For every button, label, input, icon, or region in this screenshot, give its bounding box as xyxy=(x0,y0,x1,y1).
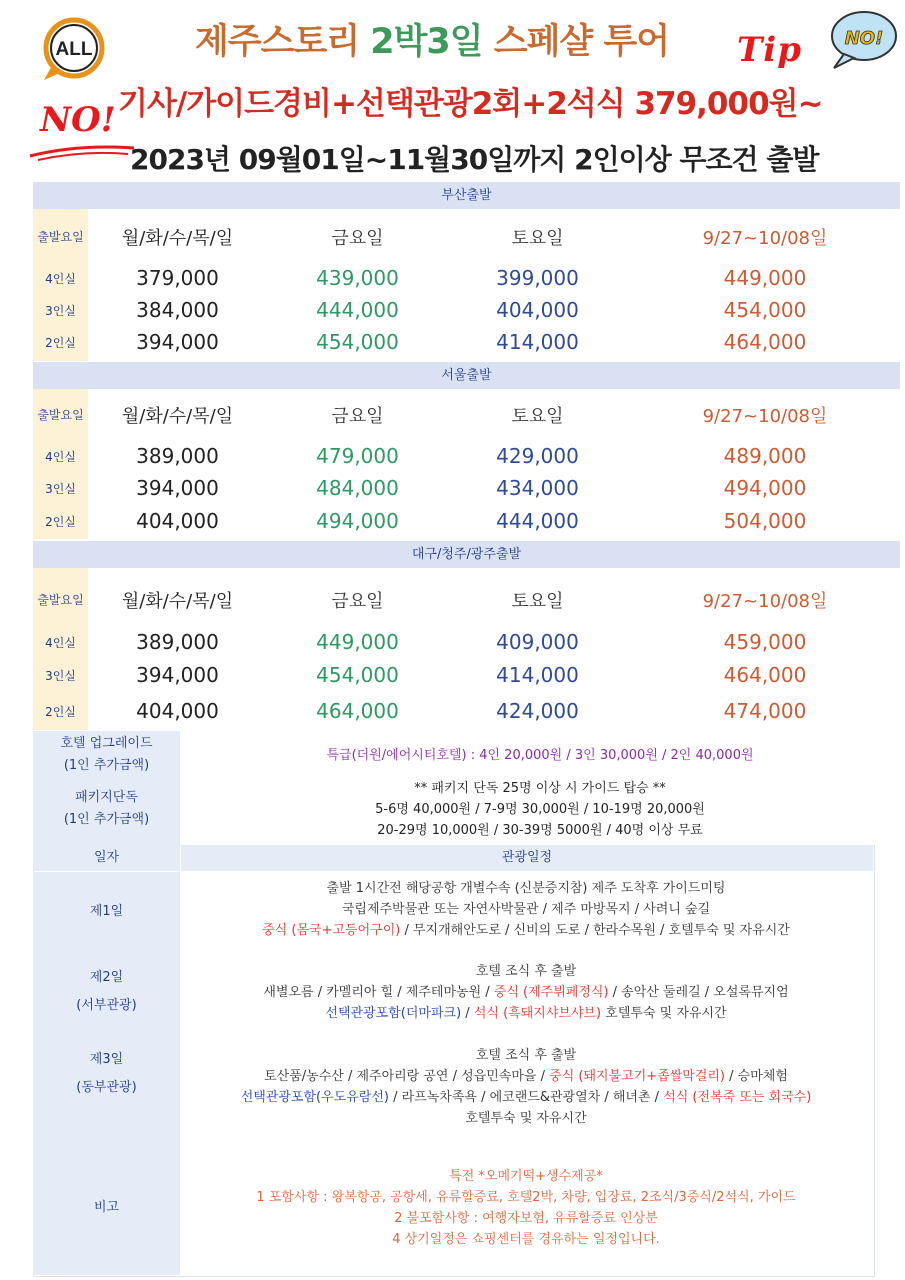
row-label: 2인실 xyxy=(45,515,76,529)
tip-label: Tip xyxy=(737,30,802,70)
day2-plan: 호텔 조식 후 출발 새별오름 / 카멜리아 힐 / 제주테마농원 / 중식 (제주뷔페정식) / 송악산 둘레길 / 오설록뮤지엄 선택관광포함(더마파크) / 석식 (흑돼지샤브샤브) 호텔투숙 및 자유시간 xyxy=(263,964,789,1021)
day3-label: 제3일 (동부관광) xyxy=(76,1052,137,1095)
price-cell: 449,000 xyxy=(723,266,807,290)
price-cell: 479,000 xyxy=(316,444,399,468)
row-label: 4인실 xyxy=(45,450,76,464)
section-title-busan: 부산출발 xyxy=(33,182,900,209)
col-header-holiday: 9/27~10/08일 xyxy=(702,406,828,427)
price-cell: 414,000 xyxy=(496,663,579,687)
section-title-daegu: 대구/청주/광주출발 xyxy=(33,541,900,568)
col-header-saturday: 토요일 xyxy=(511,228,564,249)
price-cell: 464,000 xyxy=(723,330,807,354)
price-cell: 404,000 xyxy=(496,298,579,322)
column-label: 출발요일 xyxy=(37,593,84,607)
day1-label: 제1일 xyxy=(89,904,124,919)
col-header-holiday: 9/27~10/08일 xyxy=(702,591,828,612)
col-header-friday: 금요일 xyxy=(331,406,384,427)
price-cell: 404,000 xyxy=(136,509,219,533)
price-cell: 399,000 xyxy=(496,266,579,290)
column-label: 출발요일 xyxy=(37,408,84,422)
price-cell: 394,000 xyxy=(136,663,219,687)
price-cell: 494,000 xyxy=(723,476,807,500)
price-cell: 484,000 xyxy=(316,476,399,500)
page-title: 제주스토리 2박3일 스페샬 투어 xyxy=(195,22,669,62)
price-cell: 384,000 xyxy=(136,298,219,322)
price-cell: 449,000 xyxy=(316,630,399,654)
price-cell: 414,000 xyxy=(496,330,579,354)
hotel-upgrade-text: 특급(더원/에어시티호텔) : 4인 20,000원 / 3인 30,000원 / 2인 40,000원 xyxy=(326,748,754,763)
day2-label: 제2일 (서부관광) xyxy=(76,970,137,1013)
price-cell: 389,000 xyxy=(136,444,219,468)
subtitle: 기사/가이드경비+선택관광2회+2석식 379,000원~ xyxy=(118,86,823,122)
price-cell: 464,000 xyxy=(723,663,807,687)
price-cell: 429,000 xyxy=(496,444,579,468)
price-cell: 394,000 xyxy=(136,476,219,500)
svg-text:ALL: ALL xyxy=(55,39,93,60)
speech-bubble-icon xyxy=(826,8,898,70)
price-cell: 444,000 xyxy=(496,509,579,533)
no-bubble xyxy=(826,8,898,70)
all-bubble-icon xyxy=(40,14,110,84)
price-cell: 424,000 xyxy=(496,699,579,723)
row-label: 4인실 xyxy=(45,272,76,286)
price-cell: 504,000 xyxy=(723,509,807,533)
row-label: 3인실 xyxy=(45,669,76,683)
note-label: 비고 xyxy=(93,1200,120,1215)
col-header-friday: 금요일 xyxy=(331,228,384,249)
row-label: 2인실 xyxy=(45,336,76,350)
price-cell: 394,000 xyxy=(136,330,219,354)
row-label: 4인실 xyxy=(45,636,76,650)
price-cell: 489,000 xyxy=(723,444,807,468)
col-header-holiday: 9/27~10/08일 xyxy=(702,228,828,249)
col-header-saturday: 토요일 xyxy=(511,406,564,427)
price-cell: 389,000 xyxy=(136,630,219,654)
row-label: 2인실 xyxy=(45,705,76,719)
day3-plan: 호텔 조식 후 출발 토산품/농수산 / 제주아리랑 공연 / 성읍민속마을 / 중식 (돼지불고기+좁쌀막걸리) / 승마체험 선택관광포함(우도유람선) / 라프녹차족욕 / 에코랜드&관광열차 / 해녀촌 / 석식 (전복죽 또는 회국수) 호텔투숙 및 자유시간 xyxy=(240,1048,812,1126)
col-header-friday: 금요일 xyxy=(331,591,384,612)
package-label: 패키지단독 (1인 추가금액) xyxy=(33,779,180,849)
price-cell: 494,000 xyxy=(316,509,399,533)
column-label: 출발요일 xyxy=(37,230,84,244)
col-header-weekday: 월/화/수/목/일 xyxy=(121,228,234,249)
price-cell: 454,000 xyxy=(316,330,399,354)
all-badge xyxy=(40,14,110,84)
no-stamp: NO! xyxy=(40,100,116,140)
price-cell: 434,000 xyxy=(496,476,579,500)
price-cell: 379,000 xyxy=(136,266,219,290)
row-label: 3인실 xyxy=(45,482,76,496)
note-text: 특전 *오메기떡+생수제공* 1 포함사항 : 왕복항공, 공항세, 유류할증료, 호텔2박, 차량, 입장료, 2조식/3중식/2석식, 가이드 2 불포함사항 : 여행자보험, 유류할증료 인상분 4 상기일정은 쇼핑센터를 경유하는 일정입니다. xyxy=(256,1169,796,1247)
price-cell: 439,000 xyxy=(316,266,399,290)
underline-swoosh-icon xyxy=(28,140,138,162)
price-cell: 404,000 xyxy=(136,699,219,723)
itinerary-col-plan: 관광일정 xyxy=(181,845,873,871)
package-text: ** 패키지 단독 25명 이상 시 가이드 탑승 ** 5-6명 40,000원 / 7-9명 30,000원 / 10-19명 20,000원 20-29명 10,000원 / 30-39명 5000원 / 40명 이상 무료 xyxy=(375,781,705,838)
price-cell: 474,000 xyxy=(723,699,807,723)
price-cell: 459,000 xyxy=(723,630,807,654)
svg-text:NO!: NO! xyxy=(844,28,884,49)
col-header-weekday: 월/화/수/목/일 xyxy=(121,406,234,427)
col-header-saturday: 토요일 xyxy=(511,591,564,612)
day1-plan: 출발 1시간전 해당공항 개별수속 (신분증지참) 제주 도착후 가이드미팅 국립제주박물관 또는 자연사박물관 / 제주 마방목지 / 사려니 숲길 중식 (몸국+고등어구이) / 무지개해안도로 / 신비의 도로 / 한라수목원 / 호텔투숙 및 자유시간 xyxy=(262,881,790,938)
itinerary-col-day: 일자 xyxy=(33,845,180,871)
period-text: 2023년 09월01일~11월30일까지 2인이상 무조건 출발 xyxy=(130,143,819,176)
price-cell: 454,000 xyxy=(723,298,807,322)
price-cell: 454,000 xyxy=(316,663,399,687)
price-cell: 409,000 xyxy=(496,630,579,654)
hotel-upgrade-label: 호텔 업그레이드 (1인 추가금액) xyxy=(33,731,180,779)
price-cell: 444,000 xyxy=(316,298,399,322)
price-cell: 464,000 xyxy=(316,699,399,723)
section-title-seoul: 서울출발 xyxy=(33,362,900,389)
row-label: 3인실 xyxy=(45,304,76,318)
col-header-weekday: 월/화/수/목/일 xyxy=(121,591,234,612)
